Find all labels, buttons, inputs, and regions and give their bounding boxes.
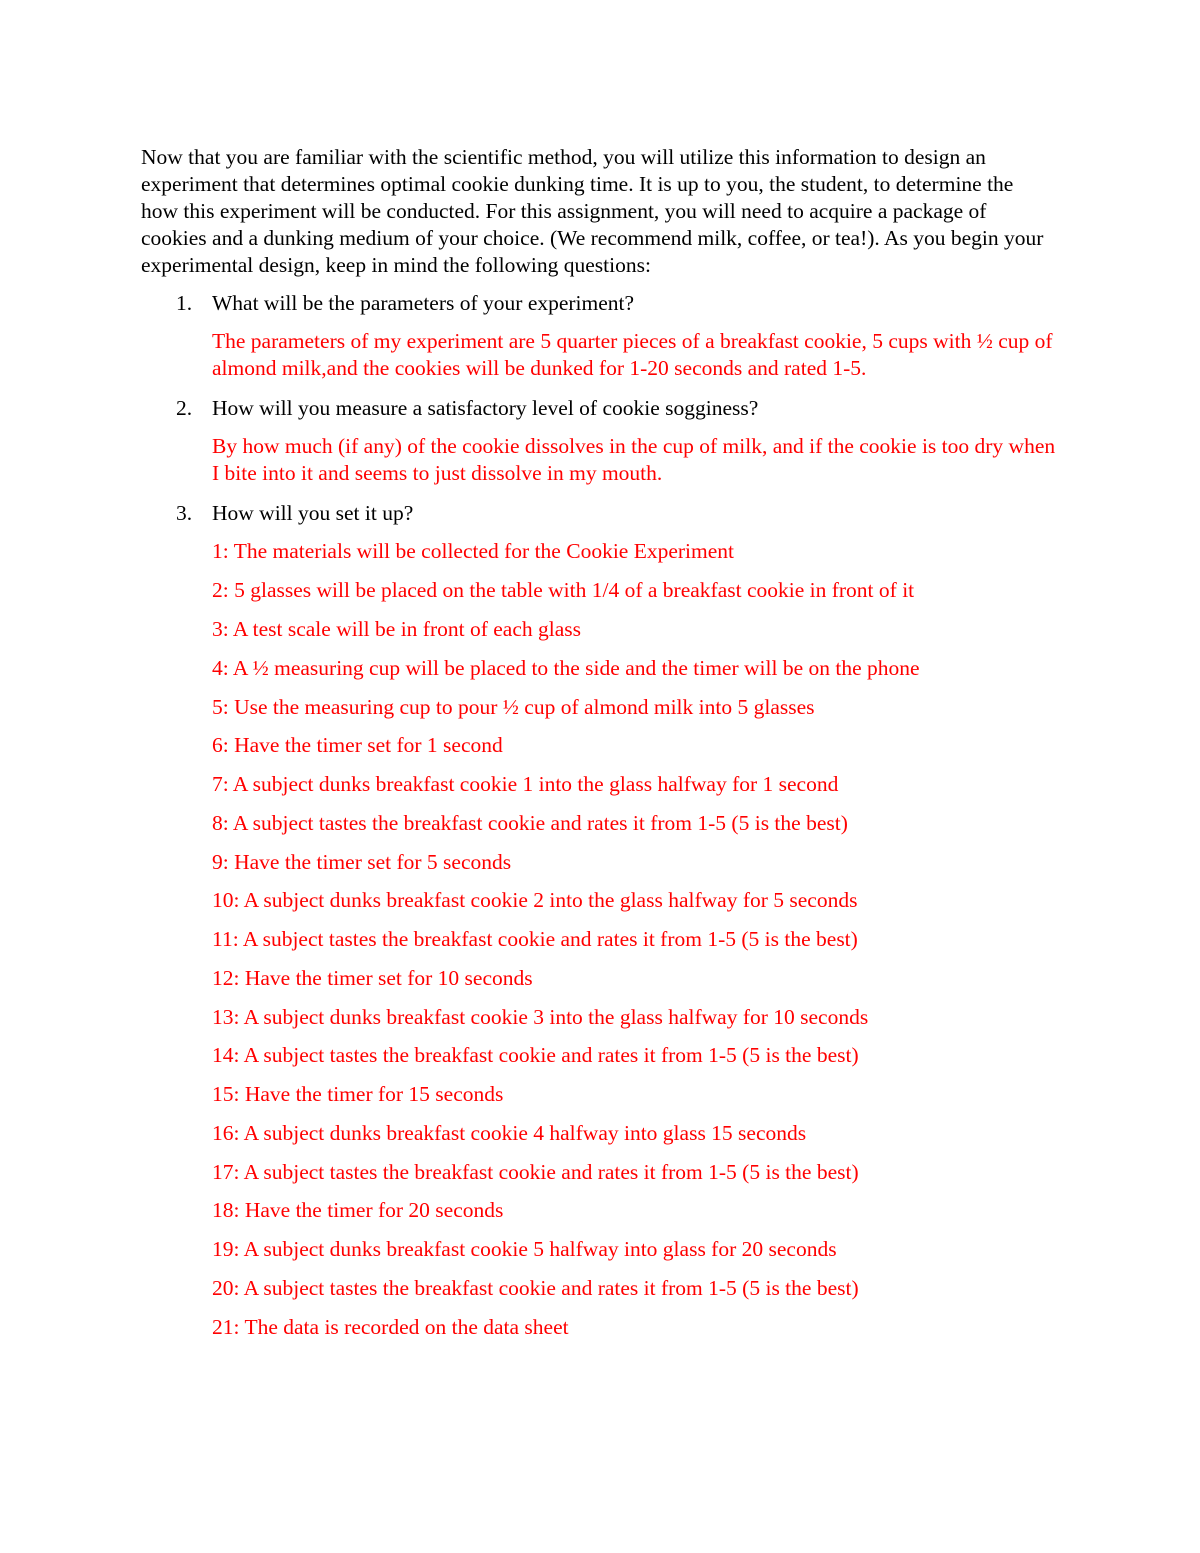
setup-step: 1: The materials will be collected for the Cookie Experiment (212, 539, 735, 563)
setup-step: 10: A subject dunks breakfast cookie 2 into the glass halfway for 5 seconds (212, 888, 858, 912)
setup-step: 20: A subject tastes the breakfast cookie and rates it from 1-5 (5 is the best) (212, 1276, 859, 1300)
question-text: What will be the parameters of your experiment? (212, 291, 635, 315)
answer-text: The parameters of my experiment are 5 quarter pieces of a breakfast cookie, 5 cups with ½ cup of almond milk,and the cookies will be dunked for 1-20 seconds and rated 1-5. (212, 329, 1053, 380)
setup-step: 7: A subject dunks breakfast cookie 1 into the glass halfway for 1 second (212, 772, 839, 796)
setup-step: 11: A subject tastes the breakfast cookie and rates it from 1-5 (5 is the best) (212, 927, 858, 951)
answer-text: By how much (if any) of the cookie dissolves in the cup of milk, and if the cookie is too dry when I bite into it and seems to just dissolve in my mouth. (212, 434, 1056, 485)
setup-step: 4: A ½ measuring cup will be placed to the side and the timer will be on the phone (212, 656, 920, 680)
setup-step: 15: Have the timer for 15 seconds (212, 1082, 504, 1106)
setup-step: 16: A subject dunks breakfast cookie 4 halfway into glass 15 seconds (212, 1121, 807, 1145)
question-number: 3. (176, 501, 193, 525)
question-text: How will you set it up? (212, 501, 414, 525)
setup-step: 13: A subject dunks breakfast cookie 3 into the glass halfway for 10 seconds (212, 1005, 869, 1029)
setup-step: 9: Have the timer set for 5 seconds (212, 850, 512, 874)
setup-step: 17: A subject tastes the breakfast cookie and rates it from 1-5 (5 is the best) (212, 1160, 859, 1184)
setup-step: 21: The data is recorded on the data sheet (212, 1315, 569, 1339)
intro-paragraph: Now that you are familiar with the scientific method, you will utilize this information to design an experiment that determines optimal cookie dunking time. It is up to you, the student, to determine the how this experiment will be conducted. For this assignment, you will need to acquire a package of cookies and a dunking medium of your choice. (We recommend milk, coffee, or tea!). As you begin your experimental design, keep in mind the following questions: (141, 145, 1044, 277)
setup-step: 6: Have the timer set for 1 second (212, 733, 503, 757)
setup-step: 18: Have the timer for 20 seconds (212, 1198, 504, 1222)
setup-step: 12: Have the timer set for 10 seconds (212, 966, 533, 990)
setup-step: 5: Use the measuring cup to pour ½ cup of almond milk into 5 glasses (212, 695, 815, 719)
setup-step: 19: A subject dunks breakfast cookie 5 halfway into glass for 20 seconds (212, 1237, 837, 1261)
question-number: 2. (176, 396, 193, 420)
setup-step: 8: A subject tastes the breakfast cookie and rates it from 1-5 (5 is the best) (212, 811, 848, 835)
setup-step: 14: A subject tastes the breakfast cookie and rates it from 1-5 (5 is the best) (212, 1043, 859, 1067)
setup-step: 3: A test scale will be in front of each glass (212, 617, 581, 641)
question-text: How will you measure a satisfactory level of cookie sogginess? (212, 396, 759, 420)
question-number: 1. (176, 291, 193, 315)
setup-step: 2: 5 glasses will be placed on the table with 1/4 of a breakfast cookie in front of it (212, 578, 915, 602)
